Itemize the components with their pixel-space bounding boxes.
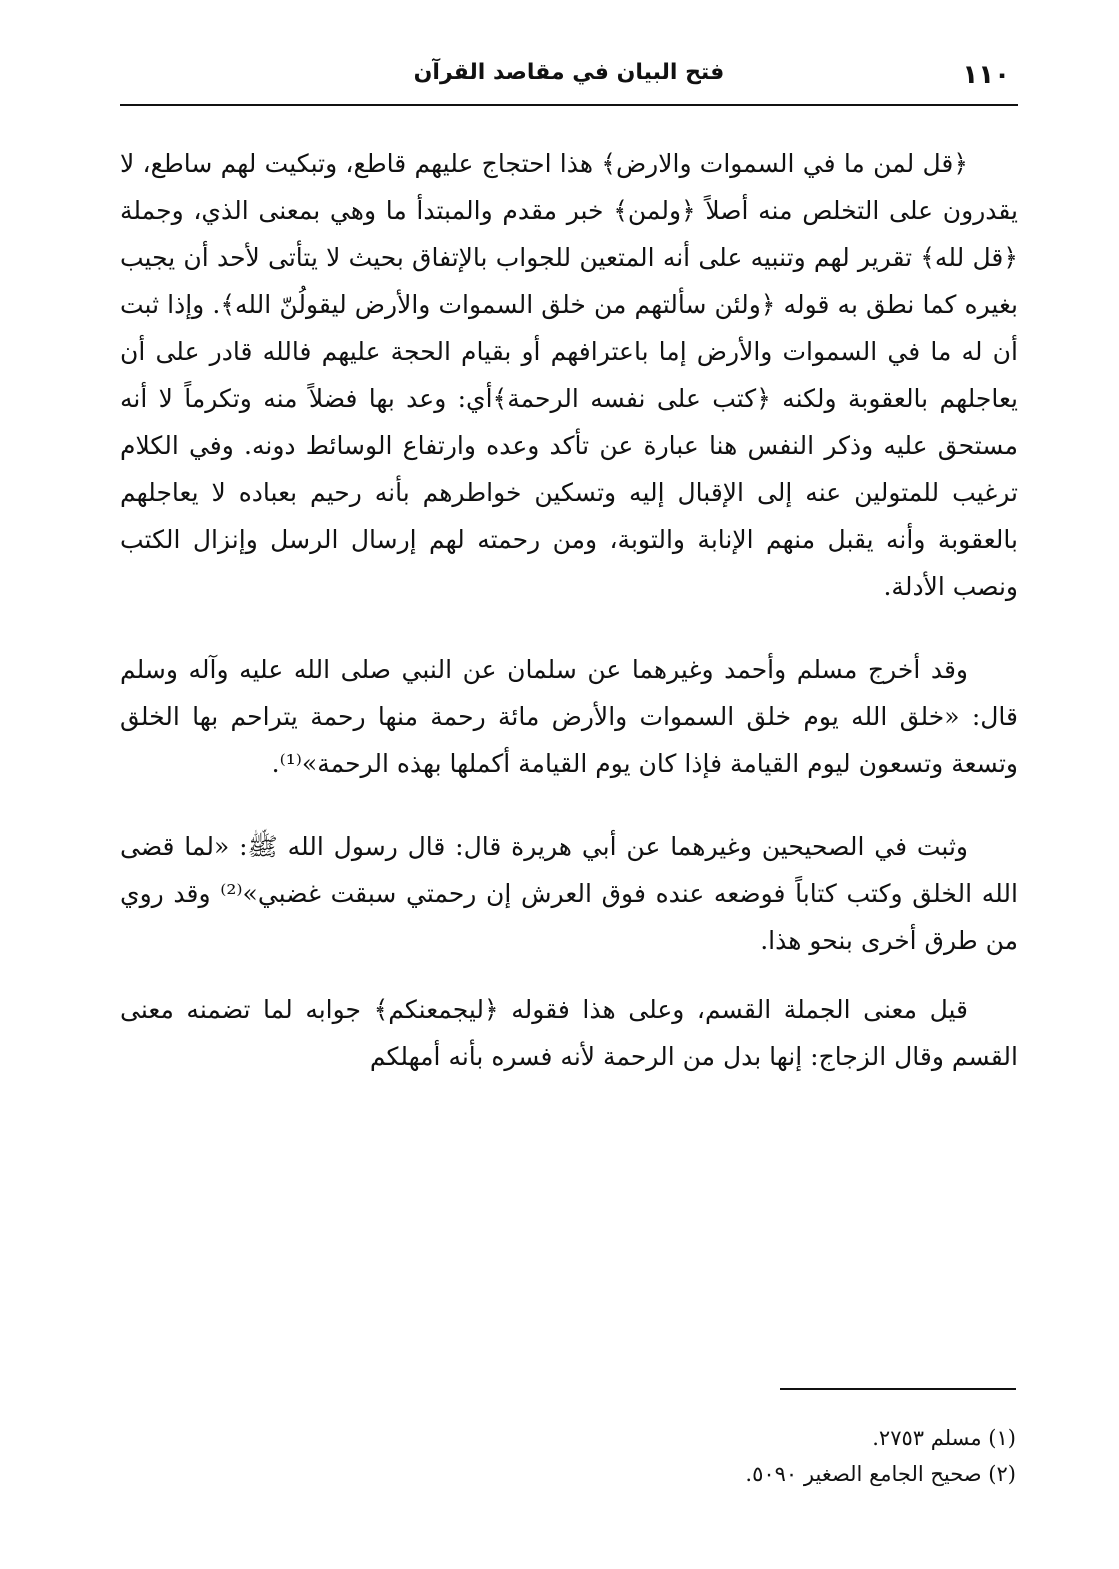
footnote-divider <box>780 1388 1016 1390</box>
running-title: فتح البيان في مقاصد القرآن <box>413 60 725 85</box>
paragraph-3: وثبت في الصحيحين وغيرهما عن أبي هريرة قال: قال رسول الله ﷺ: «لما قضى الله الخلق وكتب كتاباً فوضعه عنده فوق العرش إن رحمتي سبقت غضبي»⁽²⁾ وقد روي من طرق أخرى بنحو هذا. <box>120 832 1018 955</box>
main-text <box>120 140 1018 1080</box>
page-number: ١١٠ <box>962 60 1010 90</box>
paragraph-4: قيل معنى الجملة القسم، وعلى هذا فقوله ﴿ليجمعنكم﴾ جوابه لما تضمنه معنى القسم وقال الزجاج: إنها بدل من الرحمة لأنه فسره بأنه أمهلكم <box>120 995 1018 1071</box>
footnote-1: (١) مسلم ٢٧٥٣. <box>872 1426 1016 1450</box>
footnotes <box>316 1420 1016 1492</box>
paragraph-1: ﴿قل لمن ما في السموات والارض﴾ هذا احتجاج عليهم قاطع، وتبكيت لهم ساطع، لا يقدرون على التخلص منه أصلاً ﴿ولمن﴾ خبر مقدم والمبتدأ ما وهي بمعنى الذي، وجملة ﴿قل لله﴾ تقرير لهم وتنبيه على أنه المتعين للجواب بالإتفاق بحيث لا يتأتى لأحد أن يجيب بغيره كما نطق به قوله ﴿ولئن سألتهم من خلق السموات والأرض ليقولُنّ الله﴾. وإذا ثبت أن له ما في السموات والأرض إما باعترافهم أو بقيام الحجة عليهم فالله قادر على أن يعاجلهم بالعقوبة ولكنه ﴿كتب على نفسه الرحمة﴾أي: وعد بها فضلاً منه وتكرماً لا أنه مستحق عليه وذكر النفس هنا عبارة عن تأكد وعده وارتفاع الوسائط دونه. وفي الكلام ترغيب للمتولين عنه إلى الإقبال إليه وتسكين خواطرهم بأنه رحيم بعباده لا يعاجلهم بالعقوبة وأنه يقبل منهم الإنابة والتوبة، ومن رحمته لهم إرسال الرسل وإنزال الكتب ونصب الأدلة. <box>120 149 1018 601</box>
footnote-2: (٢) صحيح الجامع الصغير ٥٠٩٠. <box>745 1462 1016 1486</box>
page-header <box>120 58 1018 104</box>
header-divider <box>120 104 1018 106</box>
paragraph-2: وقد أخرج مسلم وأحمد وغيرهما عن سلمان عن النبي صلى الله عليه وآله وسلم قال: «خلق الله يوم خلق السموات والأرض مائة رحمة منها رحمة يتراحم بها الخلق وتسعة وتسعون ليوم القيامة فإذا كان يوم القيامة أكملها بهذه الرحمة»⁽¹⁾. <box>120 655 1018 778</box>
